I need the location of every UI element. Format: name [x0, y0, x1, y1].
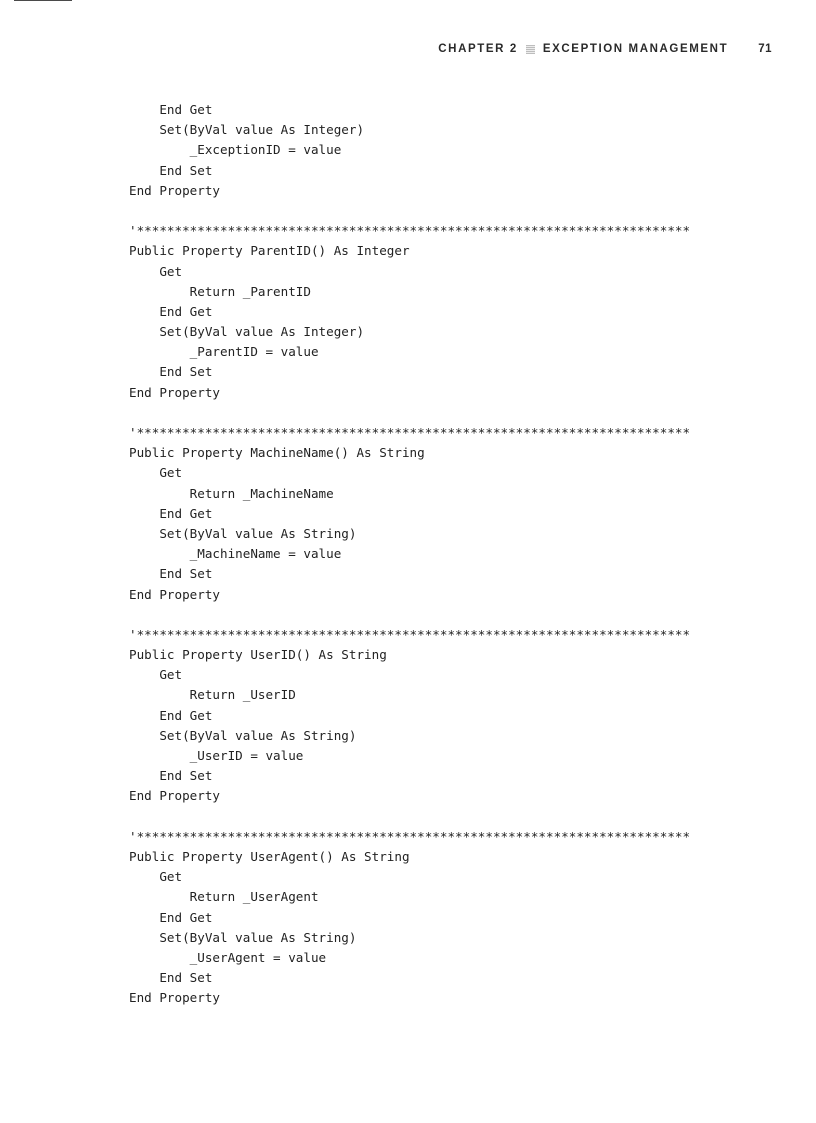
code-line: '************************************************************************* [129, 626, 691, 642]
code-line [129, 201, 690, 221]
running-head [438, 43, 772, 55]
code-line: _UserID = value [129, 748, 304, 763]
code-line: End Property [129, 182, 220, 198]
code-line: Return _ParentID [129, 283, 311, 299]
code-line: End Set [129, 566, 213, 582]
code-line: End Get [129, 707, 213, 723]
code-line: _ParentID = value [129, 344, 319, 360]
code-line [129, 403, 690, 423]
chapter-label: CHAPTER 2 [438, 43, 518, 55]
code-listing [129, 100, 690, 1008]
code-line: Public Property UserID() As String [129, 647, 387, 663]
code-line: End Set [129, 768, 213, 784]
code-line: '************************************************************************* [129, 828, 691, 844]
code-line: '************************************************************************* [129, 425, 691, 440]
code-line: End Property [129, 586, 220, 602]
code-line: End Get [129, 909, 213, 925]
code-line: _ExceptionID = value [129, 142, 342, 158]
code-line: End Property [129, 990, 220, 1006]
code-line: Set(ByVal value As String) [129, 727, 357, 743]
code-line: _UserAgent = value [129, 949, 327, 965]
code-line: End Set [129, 364, 213, 380]
code-line: Public Property MachineName() As String [129, 445, 425, 461]
code-line: End Property [129, 788, 220, 804]
code-line: Set(ByVal value As Integer) [129, 324, 365, 340]
code-line [129, 605, 690, 625]
code-line: Set(ByVal value As Integer) [129, 122, 365, 138]
code-line: End Get [129, 102, 213, 117]
code-line: Return _UserID [129, 687, 296, 703]
code-line: Return _MachineName [129, 485, 334, 501]
code-line: Public Property UserAgent() As String [129, 848, 410, 864]
code-line: Set(ByVal value As String) [129, 525, 357, 541]
code-line: Get [129, 869, 183, 885]
code-line [129, 807, 690, 827]
code-line: Get [129, 263, 183, 279]
code-line: Set(ByVal value As String) [129, 929, 357, 945]
code-line: '************************************************************************* [129, 223, 691, 239]
page-number: 71 [758, 43, 772, 55]
separator-square-icon [526, 45, 535, 54]
code-line: End Get [129, 505, 213, 521]
code-line: End Get [129, 303, 213, 319]
code-line: End Property [129, 384, 220, 400]
section-title: EXCEPTION MANAGEMENT [542, 43, 729, 55]
code-line: _MachineName = value [129, 546, 342, 562]
code-line: Return _UserAgent [129, 889, 319, 905]
code-line: Get [129, 667, 183, 683]
code-line: Public Property ParentID() As Integer [129, 243, 410, 259]
code-line: Get [129, 465, 183, 481]
code-line: End Set [129, 162, 213, 178]
code-line: End Set [129, 970, 213, 986]
top-rule [14, 0, 72, 1]
